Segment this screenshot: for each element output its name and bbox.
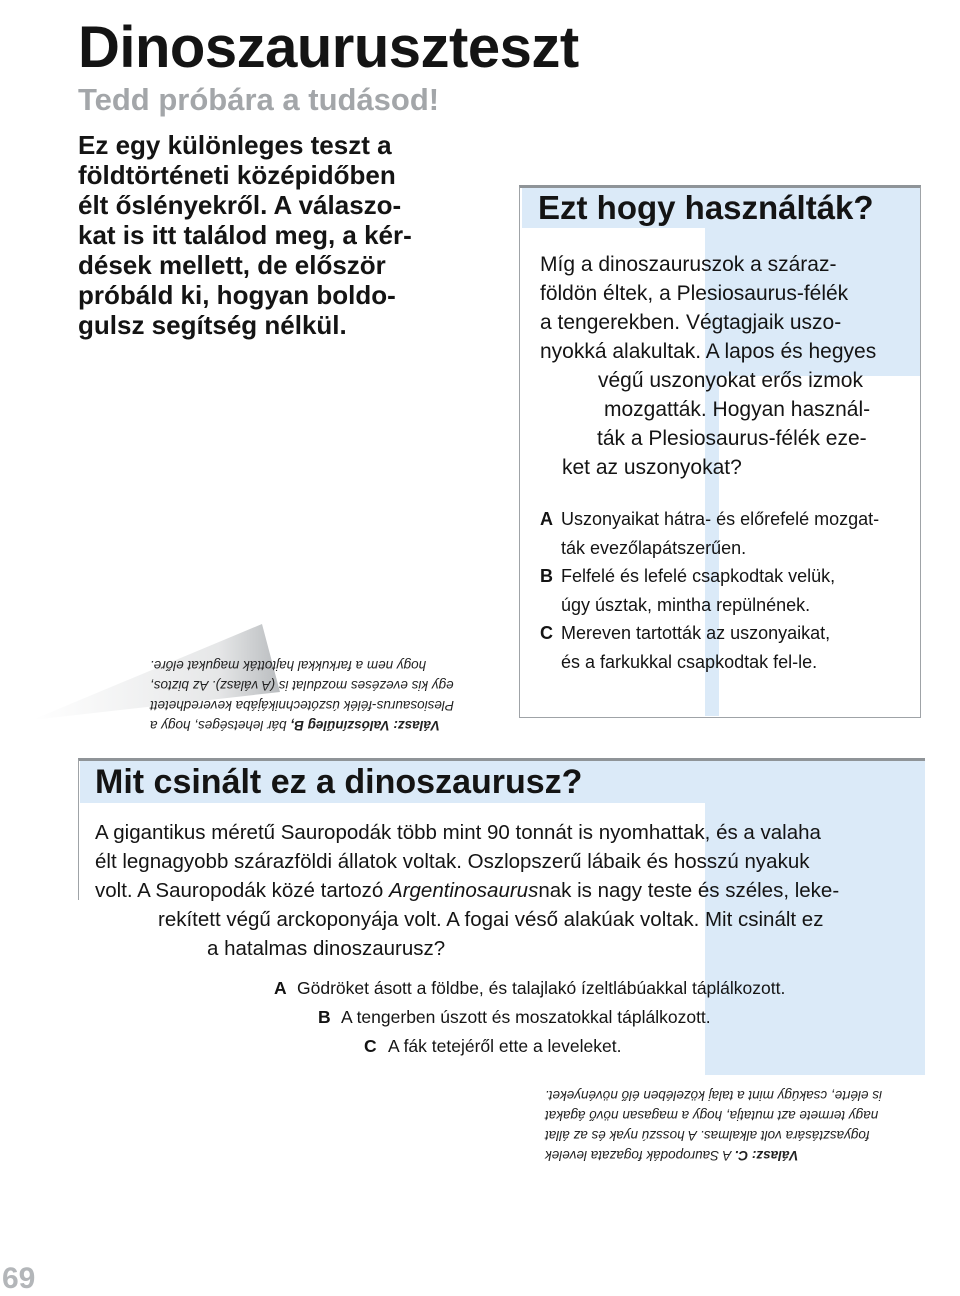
intro-line: gulsz segítség nélkül. xyxy=(78,310,347,340)
answer-2-upside-down xyxy=(545,1085,905,1165)
intro-line: Ez egy különleges teszt a xyxy=(78,130,392,160)
box1-option-c-text-cont: és a farkukkal csapkodtak fel-le. xyxy=(561,652,818,672)
answer-line: egy kis evezéses mozdulat is (A válasz). Az biztos, xyxy=(150,678,454,693)
option-letter: B xyxy=(540,566,553,586)
intro-line: élt őslényekről. A válaszo- xyxy=(78,190,402,220)
intro-line: kat is itt találod meg, a kér- xyxy=(78,220,412,250)
page-subtitle: Tedd próbára a tudásod! xyxy=(78,82,440,117)
box1-option-b-text: Felfelé és lefelé csapkodtak velük, xyxy=(561,566,836,586)
box1-option-a xyxy=(540,505,553,534)
box1-option-b xyxy=(540,562,553,591)
box1-option-a-text-cont: ták evezőlapátszerűen. xyxy=(561,538,747,558)
option-letter: A xyxy=(540,509,553,529)
option-letter: A xyxy=(274,978,287,998)
box2-heading: Mit csinált ez a dinoszaurusz? xyxy=(95,763,583,801)
box2-option-c-text: A fák tetejéről ette a leveleket. xyxy=(388,1036,622,1056)
box2-text-line xyxy=(95,876,839,905)
box2-option-b xyxy=(318,1003,331,1032)
option-letter: C xyxy=(364,1036,377,1056)
box2-text-line: A gigantikus méretű Sauropodák több mint 90 tonnát is nyomhattak, és a valaha xyxy=(95,821,821,844)
answer-line: fogyasztására volt alkalmas. A hosszú nyak és az állat xyxy=(545,1128,870,1143)
page-title: Dinoszauruszteszt xyxy=(78,15,579,80)
box1-option-b-text-cont: úgy úsztak, mintha repülnének. xyxy=(561,595,811,615)
answer-line: hogy nem a farkukkal hajtották magukat előre. xyxy=(150,658,427,673)
box2-text-line: rekített végű arckoponyája volt. A fogai véső alakúak voltak. Mit csinált ez xyxy=(158,908,824,931)
box1-heading: Ezt hogy használták? xyxy=(538,189,874,226)
box1-option-c xyxy=(540,619,553,648)
answer-1-upside-down xyxy=(150,655,520,735)
box1-text-line: nyokká alakultak. A lapos és hegyes xyxy=(540,340,877,363)
answer-lead: Válasz: Valószínűleg B, xyxy=(290,718,440,733)
box1-text-line: ták a Plesiosaurus-félék eze- xyxy=(597,427,867,450)
box1-text-line: földön éltek, a Plesiosaurus-félék xyxy=(540,282,849,305)
box1-option-a-text: Uszonyaikat hátra- és előrefelé mozgat- xyxy=(561,509,880,529)
intro-line: próbáld ki, hogyan boldo- xyxy=(78,280,396,310)
box2-text-line: élt legnagyobb szárazföldi állatok voltak. Oszlopszerű lábaik és hosszú nyakuk xyxy=(95,850,810,873)
box2-text-line: a hatalmas dinoszaurusz? xyxy=(207,937,446,960)
answer-text: bár lehetséges, hogy a xyxy=(150,718,291,733)
box1-text-line: a tengerekben. Végtagjaik uszo- xyxy=(540,311,842,334)
option-letter: B xyxy=(318,1007,331,1027)
answer-text: A Sauropodák fogazata levelek xyxy=(545,1148,735,1163)
answer-line xyxy=(545,1145,905,1165)
box2-text-part: nak is nagy teste és széles, leke- xyxy=(538,879,840,902)
box2-option-a xyxy=(274,974,287,1003)
box2-option-b-text: A tengerben úszott és moszatokkal táplálkozott. xyxy=(341,1007,711,1027)
answer-lead: Válasz: C. xyxy=(734,1148,799,1163)
box2-option-a-text: Gödröket ásott a földbe, és talajlakó ízeltlábúakkal táplálkozott. xyxy=(297,978,786,998)
box1-text-line: mozgatták. Hogyan használ- xyxy=(604,398,871,421)
page-number: 69 xyxy=(2,1262,36,1295)
intro-line: földtörténeti középidőben xyxy=(78,160,396,190)
answer-line xyxy=(150,715,520,735)
option-letter: C xyxy=(540,623,553,643)
intro-line: dések mellett, de először xyxy=(78,250,386,280)
box1-option-c-text: Mereven tartották az uszonyaikat, xyxy=(561,623,831,643)
answer-line: Plesiosaurus-félék úszótechnikájába keveredhetett xyxy=(150,698,454,713)
box2-text-italic: Argentinosaurus xyxy=(389,879,539,902)
box1-text-line: ket az uszonyokat? xyxy=(562,456,742,479)
box2-text-part: volt. A Sauropodák közé tartozó xyxy=(95,879,390,902)
box1-text-line: végű uszonyokat erős izmok xyxy=(598,369,863,392)
box1-text-line: Míg a dinoszauruszok a száraz- xyxy=(540,253,837,276)
answer-line: nagy termete azt mutatja, hogy a magasan növő ágakat xyxy=(545,1108,879,1123)
box2-option-c xyxy=(364,1032,377,1061)
answer-line: is elérte, csakúgy mint a talaj közelében élő növényeket. xyxy=(545,1088,882,1103)
intro-paragraph xyxy=(78,130,488,340)
